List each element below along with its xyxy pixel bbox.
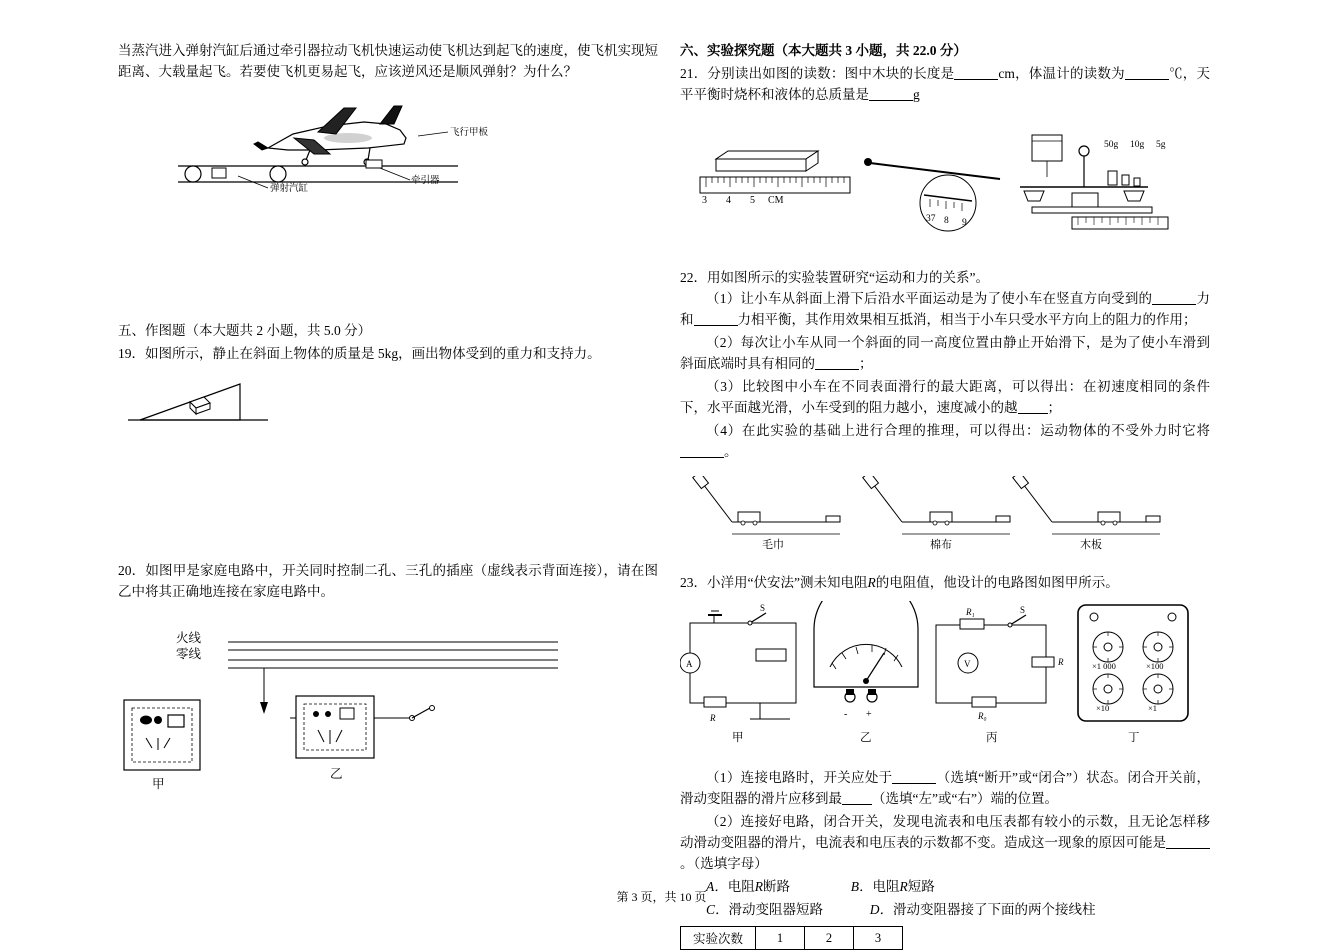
svg-text:37: 37 [926, 214, 936, 224]
q21-part-c: ℃，天平平衡时烧杯和液体的总质量是 [680, 66, 1210, 102]
q23-1-part-c: （选填“左”或“右”）端的位置。 [872, 791, 1058, 806]
svg-text:-: - [844, 709, 848, 720]
section-6-title: 六、实验探究题（本大题共 3 小题，共 22.0 分） [680, 43, 967, 58]
figure-22-ramp-1 [693, 476, 840, 551]
svg-text:×100: ×100 [1146, 661, 1164, 671]
q22-blank-4[interactable] [1018, 400, 1048, 414]
question-23-item-2 [680, 811, 1210, 874]
svg-text:×1: ×1 [1148, 703, 1158, 713]
right-column [680, 40, 1210, 950]
q23-1-part-a: （1）连接电路时，开关应处于 [706, 770, 893, 785]
figure-23-circuit-bing [936, 605, 1064, 744]
q22-3-text: （3）比较图中小车在不同表面滑行的最大距离，可以得出：在初速度相同的条件下，水平面越光滑，小车受到的阻力越小，速度减小的越 [680, 379, 1210, 415]
q23-head-b: 的电阻值，他设计的电路图如图甲所示。 [875, 575, 1119, 590]
svg-text:+: + [866, 709, 872, 720]
q21-blank-2[interactable] [1125, 66, 1169, 80]
q22-1-part-b: 力和 [680, 291, 1211, 327]
svg-text:S: S [760, 603, 766, 613]
q23-2-part-a: （2）连接好电路，闭合开关，发现电流表和电压表都有较小的示数，且无论怎样移动滑动变阻器的滑片，电流表和电压表的示数都不变。造成这一现象的原因可能是 [680, 814, 1210, 850]
svg-text:4: 4 [726, 195, 731, 206]
option-a-r: R [754, 879, 763, 894]
option-a-pre: 电阻 [727, 879, 755, 894]
figure-22-label-cloth: 棉布 [930, 539, 952, 551]
q22-blank-1[interactable] [1152, 291, 1196, 305]
figure-20-label-yi: 乙 [330, 767, 343, 781]
figure-20-label-jia: 甲 [152, 777, 165, 791]
option-b-pre: 电阻 [872, 879, 900, 894]
figure-22-ramp-3 [1013, 476, 1160, 551]
q22-blank-3[interactable] [815, 356, 859, 370]
figure-21-ruler [700, 151, 850, 206]
svg-text:3: 3 [702, 195, 707, 206]
svg-text:R₀: R₀ [978, 711, 987, 721]
question-23-head [680, 572, 1210, 593]
option-d-label: D． [869, 902, 894, 917]
figure-22-label-board: 木板 [1080, 539, 1102, 551]
q23-blank-2[interactable] [842, 791, 872, 805]
q22-blank-5[interactable] [680, 444, 724, 458]
svg-text:5: 5 [750, 195, 755, 206]
q22-1-part-a: （1）让小车从斜面上滑下后沿水平面运动是为了使小车在竖直方向受到的 [706, 291, 1153, 306]
question-22-item-2: （2）每次让小车从同一个斜面的同一高度位置由静止开始滑下，是为了使小车滑到斜面底端时具有相同的 ； [680, 335, 1210, 371]
question-18-text: 当蒸汽进入弹射汽缸后通过牵引器拉动飞机快速运动使飞机达到起飞的速度，使飞机实现短距离、大载量起飞。若要使飞机更易起飞，应该逆风还是顺风弹射？为什么？ [118, 43, 658, 79]
option-c-label: C． [706, 902, 729, 917]
svg-text:×10: ×10 [1096, 703, 1110, 713]
experiment-table [680, 926, 903, 950]
svg-text:R: R [710, 713, 716, 723]
svg-text:10g: 10g [1130, 140, 1145, 150]
q22-4-text: （4）在此实验的基础上进行合理的推理，可以得出：运动物体的不受外力时它将 [706, 423, 1210, 438]
option-b-r: R [899, 879, 908, 894]
figure-23-circuits [680, 601, 1210, 761]
q22-2-text: （2）每次让小车从同一个斜面的同一高度位置由静止开始滑下，是为了使小车滑到斜面底端时具有相同的 [680, 335, 1210, 371]
q23-head-r: R [867, 575, 876, 590]
question-23-item-1 [680, 767, 1210, 809]
figure-21-readings [680, 133, 1210, 243]
question-22-item-1 [680, 288, 1210, 330]
figure-21-thermometer [864, 158, 1000, 231]
svg-text:5g: 5g [1156, 140, 1166, 150]
question-20-text: 20．如图甲是家庭电路中，开关同时控制二孔、三孔的插座（虚线表示背面连接），请在图乙中将其正确地连接在家庭电路中。 [118, 563, 658, 599]
svg-text:×1 000: ×1 000 [1092, 661, 1116, 671]
figure-18-label-deck: 飞行甲板 [450, 128, 489, 138]
svg-text:V: V [964, 659, 971, 669]
question-21-text [680, 63, 1210, 105]
option-a-label: A． [706, 879, 728, 894]
q21-blank-1[interactable] [954, 66, 998, 80]
figure-20-label-live: 火线 [176, 631, 202, 645]
svg-text:A: A [686, 659, 693, 669]
q21-part-b: cm，体温计的读数为 [998, 66, 1125, 81]
svg-text:CM: CM [768, 195, 784, 206]
figure-18-label-cylinder: 弹射汽缸 [270, 184, 309, 194]
figure-23-circuit-jia [680, 603, 796, 744]
figure-23-label-bing: 丙 [986, 732, 998, 744]
figure-22-label-towel: 毛巾 [762, 539, 784, 551]
svg-text:S: S [1020, 605, 1026, 615]
figure-18-label-tractor: 牵引器 [411, 176, 440, 186]
option-a-post: 断路 [763, 879, 790, 894]
svg-text:9: 9 [962, 218, 967, 228]
table-cell-2[interactable]: 2 [805, 927, 854, 950]
table-row-label: 实验次数 [681, 927, 756, 950]
option-b-post: 短路 [907, 879, 935, 894]
svg-text:8: 8 [944, 216, 949, 226]
figure-19-incline [128, 370, 658, 430]
table-cell-3[interactable]: 3 [854, 927, 903, 950]
q23-blank-3[interactable] [1166, 835, 1210, 849]
svg-text:50g: 50g [1104, 140, 1119, 150]
svg-text:R: R [1058, 657, 1064, 667]
figure-22-ramps [680, 476, 1210, 556]
figure-23-ammeter-yi [814, 601, 918, 744]
figure-23-label-yi: 乙 [860, 732, 872, 744]
option-c-text: 滑动变阻器短路 [728, 902, 824, 917]
question-22-item-3: （3）比较图中小车在不同表面滑行的最大距离，可以得出：在初速度相同的条件下，水平面越光滑，小车受到的阻力越小，速度减小的越 ； [680, 379, 1210, 415]
question-22-head: 22．用如图所示的实验装置研究“运动和力的关系”。 [680, 270, 989, 285]
q21-blank-3[interactable] [869, 87, 913, 101]
figure-20-label-neutral: 零线 [176, 647, 202, 661]
q23-blank-1[interactable] [892, 770, 936, 784]
figure-23-label-jia: 甲 [732, 732, 744, 744]
figure-21-balance [1020, 135, 1168, 229]
page-footer: 第 3 页，共 10 页 [616, 890, 707, 904]
section-5-title: 五、作图题（本大题共 2 小题，共 5.0 分） [118, 323, 372, 338]
question-19-text: 19．如图所示，静止在斜面上物体的质量是 5kg，画出物体受到的重力和支持力。 [118, 346, 601, 361]
q23-head-a: 23．小洋用“伏安法”测未知电阻 [680, 575, 868, 590]
figure-18-catapult [118, 90, 658, 200]
option-d-text: 滑动变阻器接了下面的两个接线柱 [893, 902, 1096, 917]
table-cell-1[interactable]: 1 [756, 927, 805, 950]
q21-part-d: g [913, 87, 920, 102]
left-column [118, 40, 658, 810]
question-22-item-4: （4）在此实验的基础上进行合理的推理，可以得出：运动物体的不受外力时它将。 [680, 420, 1210, 462]
figure-23-resistance-box-ding [1078, 605, 1188, 744]
figure-23-label-ding: 丁 [1128, 732, 1140, 744]
table-row [681, 927, 903, 950]
figure-20-house-circuit [118, 620, 658, 810]
q21-part-a: 21．分别读出如图的读数：图中木块的长度是 [680, 66, 955, 81]
q22-1-part-c: 力相平衡，其作用效果相互抵消，相当于小车只受水平方向上的阻力的作用； [737, 312, 1197, 327]
q23-2-part-b: 。（选填字母） [680, 856, 768, 871]
option-b-label: B． [850, 879, 873, 894]
q23-1-part-b: （选填“断开”或“闭合”）状态。闭合开关前，滑动变阻器的滑片应移到最 [680, 770, 1211, 806]
svg-text:R₁: R₁ [966, 607, 975, 617]
figure-22-ramp-2 [863, 476, 1010, 551]
q22-blank-2[interactable] [694, 312, 738, 326]
